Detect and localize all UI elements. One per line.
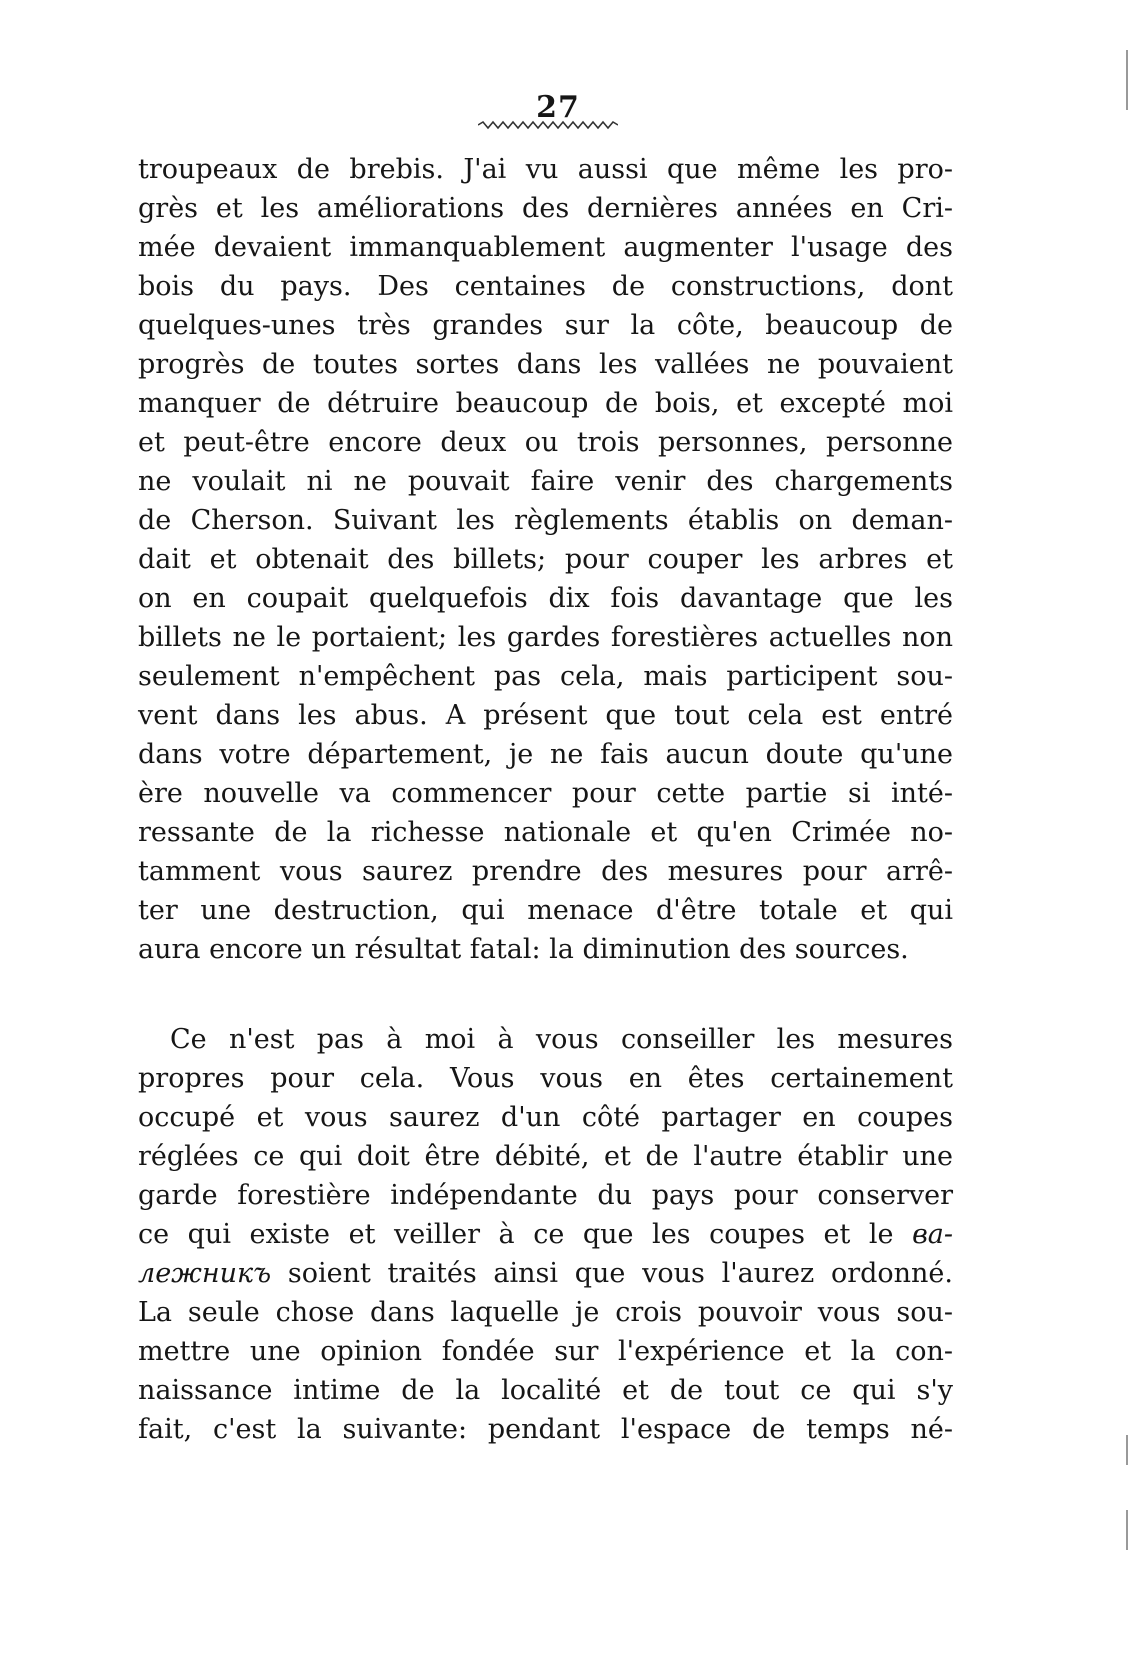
scan-edge-mark [1126, 1510, 1128, 1550]
text-line-with-cyrillic [138, 1215, 953, 1254]
text-line: La seule chose dans laquelle je crois pouvoir vous sou- [138, 1297, 953, 1328]
text-line: troupeaux de brebis. J'ai vu aussi que même les pro- [138, 154, 953, 185]
text-line: ne voulait ni ne pouvait faire venir des chargements [138, 466, 953, 497]
text-line: vent dans les abus. A présent que tout cela est entré [138, 700, 953, 731]
cyrillic-word-start: ва- [912, 1219, 953, 1250]
text-line: de Cherson. Suivant les règlements établis on deman- [138, 505, 953, 536]
text-line: grès et les améliorations des dernières années en Cri- [138, 193, 953, 224]
text-line: mettre une opinion fondée sur l'expérience et la con- [138, 1336, 953, 1367]
line-text: soient traités ainsi que vous l'aurez ordonné. [271, 1258, 953, 1289]
text-line: ressante de la richesse nationale et qu'en Crimée no- [138, 817, 953, 848]
scan-edge-mark [1126, 50, 1128, 110]
text-line: ère nouvelle va commencer pour cette partie si inté- [138, 778, 953, 809]
paragraph-2 [138, 1020, 953, 1449]
text-line: et peut-être encore deux ou trois personnes, personne [138, 427, 953, 458]
text-line: bois du pays. Des centaines de constructions, dont [138, 271, 953, 302]
text-line: dans votre département, je ne fais aucun doute qu'une [138, 739, 953, 770]
text-line: ter une destruction, qui menace d'être totale et qui [138, 895, 953, 926]
text-line: progrès de toutes sortes dans les vallées ne pouvaient [138, 349, 953, 380]
text-line: dait et obtenait des billets; pour couper les arbres et [138, 544, 953, 575]
scan-edge-mark [1126, 1435, 1128, 1465]
text-line: mée devaient immanquablement augmenter l'usage des [138, 232, 953, 263]
text-line-with-cyrillic [138, 1254, 953, 1293]
page-number: 27 [536, 90, 580, 125]
text-line: manquer de détruire beaucoup de bois, et excepté moi [138, 388, 953, 419]
text-line: seulement n'empêchent pas cela, mais participent sou- [138, 661, 953, 692]
page-number-ornament [478, 120, 618, 130]
text-line: garde forestière indépendante du pays pour conserver [138, 1180, 953, 1211]
text-line: occupé et vous saurez d'un côté partager en coupes [138, 1102, 953, 1133]
cyrillic-word-end: лежникъ [138, 1258, 272, 1289]
paragraph-1 [138, 150, 953, 969]
text-line: on en coupait quelquefois dix fois davantage que les [138, 583, 953, 614]
text-line: tamment vous saurez prendre des mesures pour arrê- [138, 856, 953, 887]
text-line: aura encore un résultat fatal: la diminution des sources. [138, 934, 909, 965]
line-text: ce qui existe et veiller à ce que les coupes et le [138, 1219, 913, 1250]
text-line: fait, c'est la suivante: pendant l'espace de temps né- [138, 1414, 953, 1445]
text-line: réglées ce qui doit être débité, et de l'autre établir une [138, 1141, 953, 1172]
text-line: quelques-unes très grandes sur la côte, beaucoup de [138, 310, 953, 341]
text-line: propres pour cela. Vous vous en êtes certainement [138, 1063, 953, 1094]
text-line: Ce n'est pas à moi à vous conseiller les mesures [170, 1024, 953, 1055]
text-line: billets ne le portaient; les gardes forestières actuelles non [138, 622, 953, 653]
text-line: naissance intime de la localité et de tout ce qui s'y [138, 1375, 953, 1406]
